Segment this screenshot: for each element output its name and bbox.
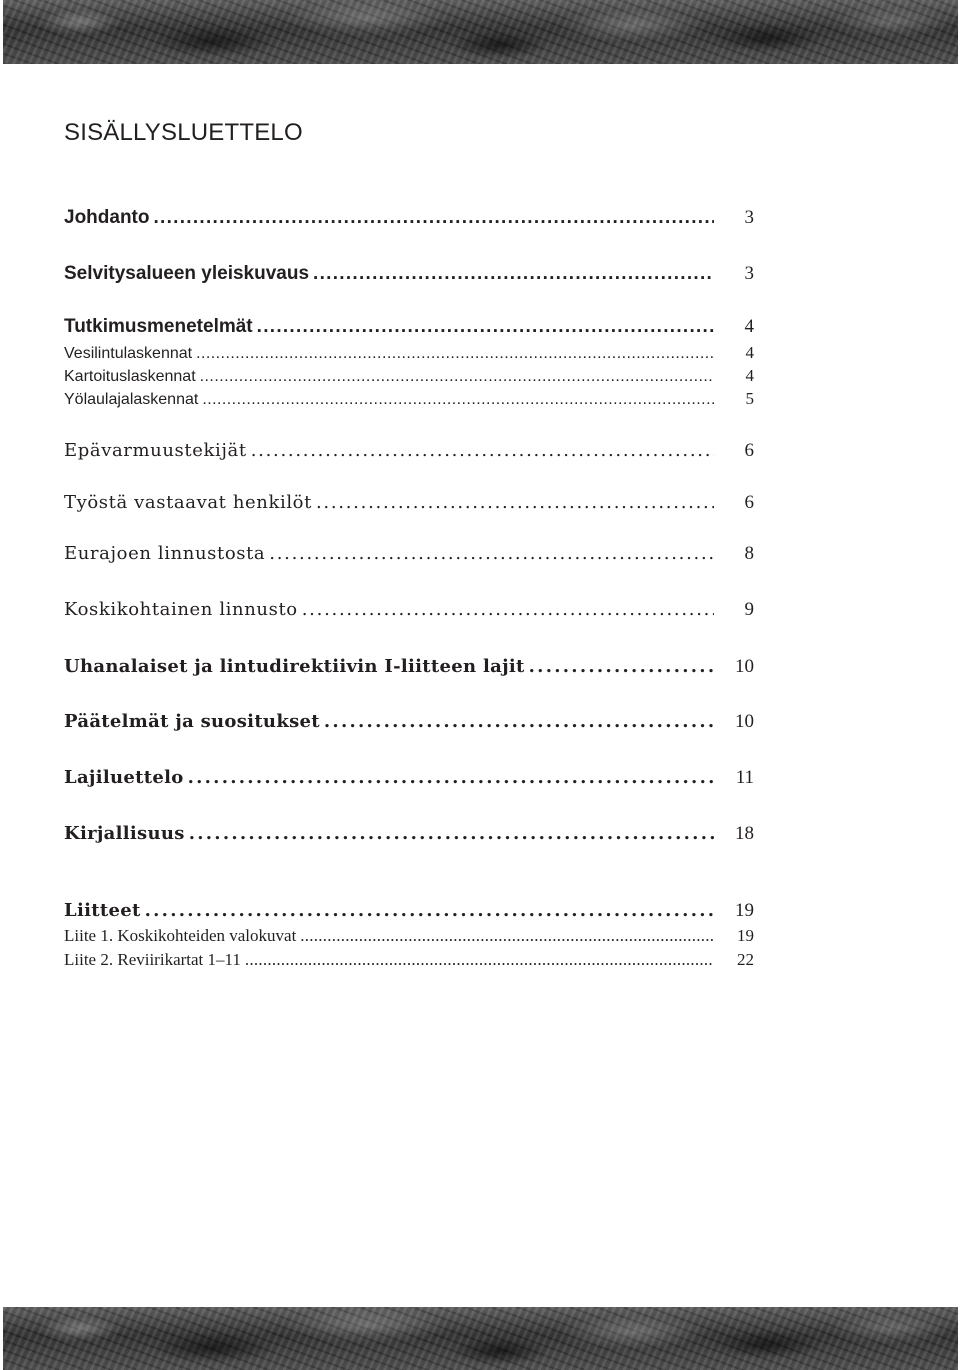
toc-entry[interactable] [64, 656, 754, 678]
toc-entry-title: Kartoituslaskennat [64, 368, 196, 385]
toc-entry-page: 6 [744, 492, 754, 513]
toc-entry[interactable] [64, 316, 754, 338]
toc-entry-title: Kirjallisuus [64, 823, 185, 844]
toc-entry-page: 8 [744, 543, 754, 564]
dot-leader [251, 440, 714, 461]
toc-entry-title: Johdanto [64, 207, 150, 228]
toc-entry-title: Vesilintulaskennat [64, 345, 193, 362]
toc-heading: SISÄLLYSLUETTELO [64, 119, 303, 146]
toc-entry-page: 3 [744, 263, 754, 284]
toc-entry-title: Liite 1. Koskikohteiden valokuvat [64, 926, 297, 945]
dot-leader [200, 368, 714, 386]
dot-leader [300, 926, 714, 946]
toc-entry-title: Tutkimusmenetelmät [64, 316, 253, 337]
toc-entry-title: Selvitysalueen yleiskuvaus [64, 263, 310, 284]
dot-leader [145, 900, 714, 921]
dot-leader [313, 263, 714, 285]
toc-entry[interactable] [64, 207, 754, 229]
dot-leader [196, 345, 714, 363]
toc-entry-page: 10 [735, 656, 754, 677]
toc-entry-page: 10 [735, 711, 754, 732]
toc-entry-title: Epävarmuustekijät [64, 440, 247, 461]
toc-entry-page: 6 [744, 440, 754, 461]
toc-entry-page: 3 [744, 207, 754, 228]
dot-leader [245, 950, 714, 970]
toc-entry-title: Yölaulajalaskennat [64, 391, 199, 408]
toc-entry-page: 22 [737, 950, 754, 969]
toc-subentry[interactable] [64, 389, 754, 409]
toc-entry[interactable] [64, 440, 754, 462]
toc-subentry[interactable] [64, 343, 754, 363]
toc-entry-page: 11 [735, 767, 754, 788]
toc-entry-page: 18 [735, 823, 754, 844]
toc-entry[interactable] [64, 767, 754, 789]
toc-entry-title: Lajiluettelo [64, 767, 184, 788]
dot-leader [257, 316, 714, 338]
toc-entry-page: 4 [745, 366, 754, 385]
toc-entry[interactable] [64, 599, 754, 621]
toc-entry-title: Liite 2. Reviirikartat 1–11 [64, 950, 241, 969]
dot-leader [202, 391, 714, 409]
toc-entry-title: Työstä vastaavat henkilöt [64, 492, 312, 513]
toc-entry-page: 4 [744, 316, 754, 337]
toc-entry-title: Uhanalaiset ja lintudirektiivin I-liitteen lajit [64, 656, 525, 677]
toc-entry-page: 5 [745, 389, 754, 408]
dot-leader [189, 823, 714, 844]
toc-entry-page: 19 [737, 926, 754, 945]
toc-entry[interactable] [64, 543, 754, 565]
toc-entry[interactable] [64, 900, 754, 922]
dot-leader [529, 656, 714, 677]
toc-entry-page: 4 [745, 343, 754, 362]
toc-entry[interactable] [64, 263, 754, 285]
toc-entry-page: 9 [744, 599, 754, 620]
decorative-rock-texture-top [3, 0, 958, 64]
dot-leader [302, 599, 714, 620]
toc-entry-page: 19 [735, 900, 754, 921]
dot-leader [316, 492, 714, 513]
toc-subentry[interactable] [64, 926, 754, 946]
toc-entry[interactable] [64, 711, 754, 733]
toc-entry-title: Eurajoen linnustosta [64, 543, 266, 564]
dot-leader [188, 767, 714, 788]
decorative-rock-texture-bottom [3, 1307, 958, 1370]
toc-entry-title: Koskikohtainen linnusto [64, 599, 298, 620]
toc-entry[interactable] [64, 823, 754, 845]
dot-leader [154, 207, 715, 229]
dot-leader [324, 711, 714, 732]
toc-entry-title: Liitteet [64, 900, 141, 921]
toc-subentry[interactable] [64, 366, 754, 386]
toc-subentry[interactable] [64, 950, 754, 970]
toc-entry-title: Päätelmät ja suositukset [64, 711, 320, 732]
dot-leader [269, 543, 714, 564]
toc-entry[interactable] [64, 492, 754, 514]
